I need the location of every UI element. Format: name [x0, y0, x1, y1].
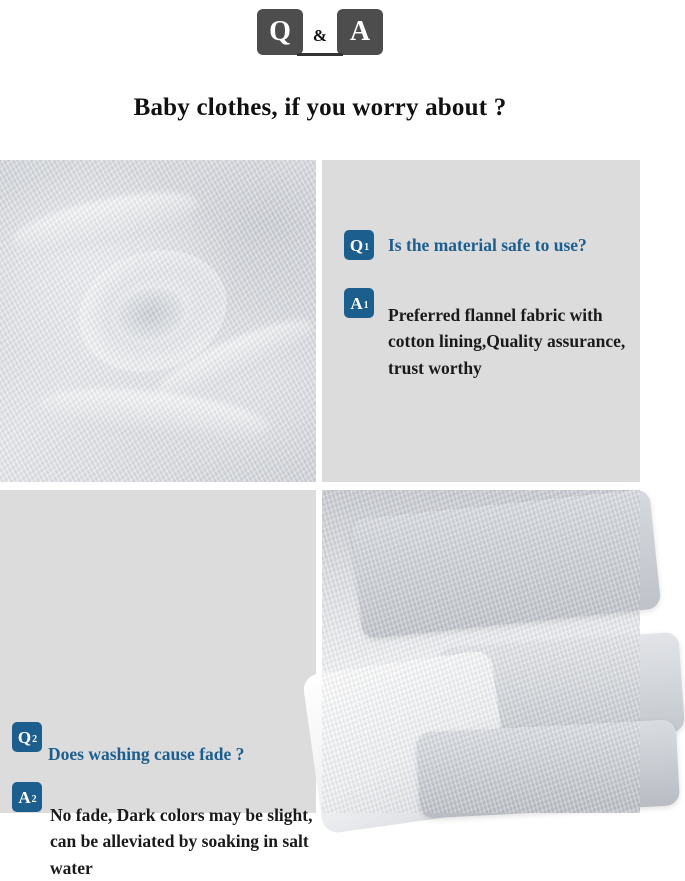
fabric-fold	[38, 380, 272, 450]
badge-q: Q	[257, 9, 303, 55]
qa-panel-one	[322, 160, 640, 482]
answer-marker-index-1: 1	[363, 300, 369, 311]
fleece-photo-surface	[0, 160, 316, 482]
question-marker-index-1: 1	[364, 242, 370, 253]
question-marker-letter-1: Q	[349, 235, 364, 255]
blanket-photo-surface	[322, 490, 640, 813]
image-fleece-swirl	[0, 160, 316, 482]
page-title: Baby clothes, if you worry about ?	[133, 94, 507, 121]
ampersand-underline	[297, 53, 343, 56]
content-grid	[0, 160, 640, 878]
answer-marker-1	[344, 288, 374, 318]
blanket-texture-overlay	[322, 490, 640, 813]
question-marker-letter-2: Q	[17, 727, 32, 747]
qa-badge-row	[0, 0, 640, 56]
image-folded-blankets	[322, 490, 640, 813]
question-marker-1	[344, 230, 374, 260]
answer-marker-2	[12, 782, 42, 812]
answer-marker-index-2: 2	[31, 794, 37, 805]
fabric-swirl	[63, 232, 242, 391]
answer-marker-letter-2: A	[18, 787, 31, 807]
ampersand-label: &	[312, 26, 328, 45]
fabric-fold	[8, 181, 203, 264]
question-marker-2	[12, 722, 42, 752]
qa-panel-two	[0, 490, 316, 878]
question-marker-index-2: 2	[32, 734, 38, 745]
question-text-2: Does washing cause fade ?	[48, 744, 245, 764]
answer-text-2: No fade, Dark colors may be slight, can be alleviated by soaking in salt water	[50, 805, 313, 878]
question-text-1: Is the material safe to use?	[388, 235, 587, 255]
badge-a: A	[337, 9, 383, 55]
answer-text-1: Preferred flannel fabric with cotton lining,Quality assurance, trust worthy	[388, 305, 626, 378]
fabric-swirl-core	[111, 280, 192, 347]
fabric-fold	[150, 307, 321, 411]
answer-marker-letter-1: A	[350, 293, 363, 313]
